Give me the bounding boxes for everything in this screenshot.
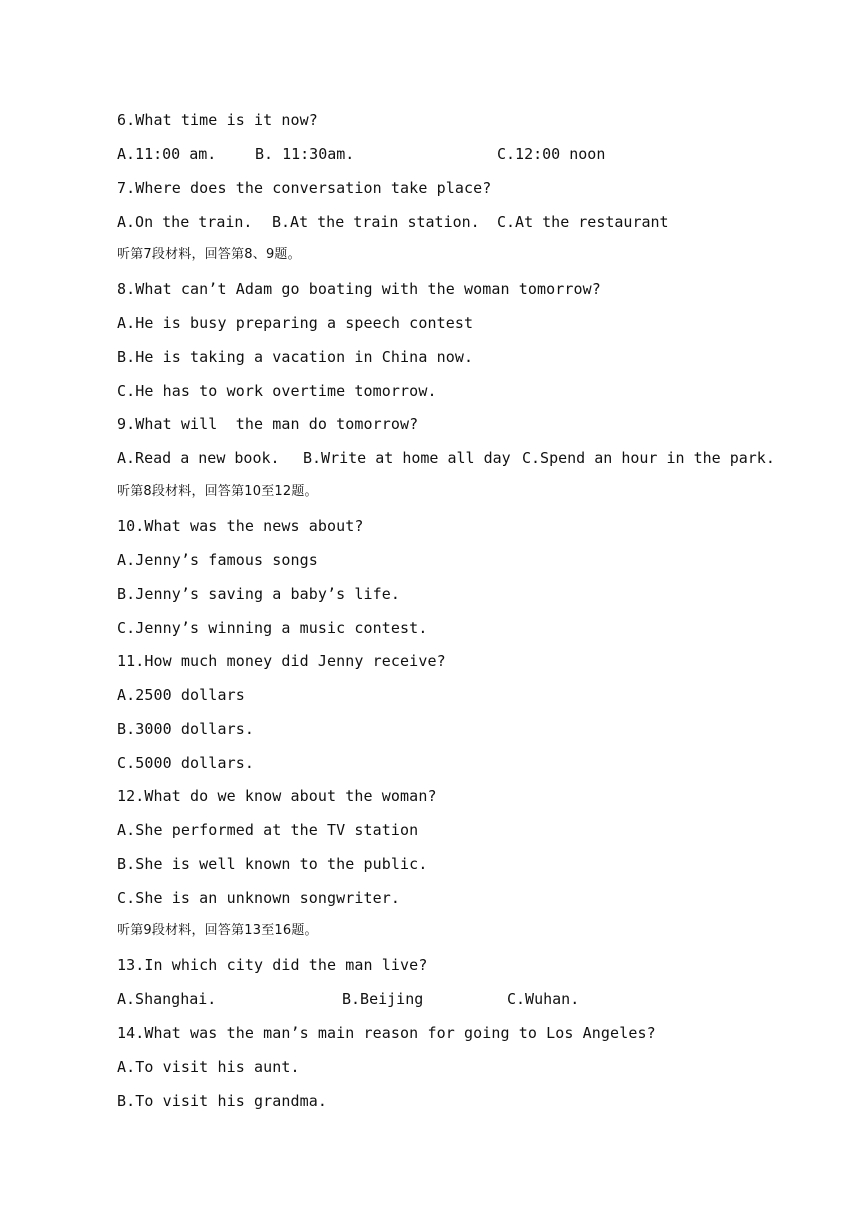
question-12: 12.What do we know about the woman? — [117, 787, 437, 805]
q13-option-b: B.Beijing — [342, 990, 424, 1008]
question-14: 14.What was the man’s main reason for going to Los Angeles? — [117, 1024, 656, 1042]
q9-option-c: C.Spend an hour in the park. — [522, 449, 775, 467]
question-10: 10.What was the news about? — [117, 517, 364, 535]
q12-option-b: B.She is well known to the public. — [117, 855, 428, 873]
section-instruction-7: 听第7段材料，回答第8、9题。 — [117, 247, 301, 262]
section-instruction-9: 听第9段材料，回答第13至16题。 — [117, 923, 318, 938]
q14-option-b: B.To visit his grandma. — [117, 1092, 328, 1110]
q7-option-a: A.On the train. — [117, 213, 253, 231]
q9-option-b: B.Write at home all day — [303, 449, 511, 467]
q8-option-a: A.He is busy preparing a speech contest — [117, 314, 474, 332]
q11-option-c: C.5000 dollars. — [117, 754, 254, 772]
q12-option-c: C.She is an unknown songwriter. — [117, 889, 401, 907]
question-9: 9.What will the man do tomorrow? — [117, 415, 419, 433]
q12-option-a: A.She performed at the TV station — [117, 821, 419, 839]
q8-option-b: B.He is taking a vacation in China now. — [117, 348, 474, 366]
q10-option-c: C.Jenny’s winning a music contest. — [117, 619, 428, 637]
q13-option-c: C.Wuhan. — [507, 990, 580, 1008]
question-8: 8.What can’t Adam go boating with the woman tomorrow? — [117, 280, 601, 298]
q7-option-c: C.At the restaurant — [497, 213, 669, 231]
question-6: 6.What time is it now? — [117, 111, 318, 129]
q6-option-b: B. 11:30am. — [255, 145, 355, 163]
q9-option-a: A.Read a new book. — [117, 449, 280, 467]
section-instruction-8: 听第8段材料，回答第10至12题。 — [117, 484, 318, 499]
q10-option-b: B.Jenny’s saving a baby’s life. — [117, 585, 401, 603]
q6-option-a: A.11:00 am. — [117, 145, 217, 163]
question-7: 7.Where does the conversation take place? — [117, 179, 492, 197]
question-13: 13.In which city did the man live? — [117, 956, 428, 974]
q6-option-c: C.12:00 noon — [497, 145, 606, 163]
q11-option-a: A.2500 dollars — [117, 686, 245, 704]
q11-option-b: B.3000 dollars. — [117, 720, 254, 738]
q13-option-a: A.Shanghai. — [117, 990, 217, 1008]
q8-option-c: C.He has to work overtime tomorrow. — [117, 382, 437, 400]
q14-option-a: A.To visit his aunt. — [117, 1058, 300, 1076]
q10-option-a: A.Jenny’s famous songs — [117, 551, 318, 569]
question-11: 11.How much money did Jenny receive? — [117, 652, 446, 670]
q7-option-b: B.At the train station. — [272, 213, 480, 231]
